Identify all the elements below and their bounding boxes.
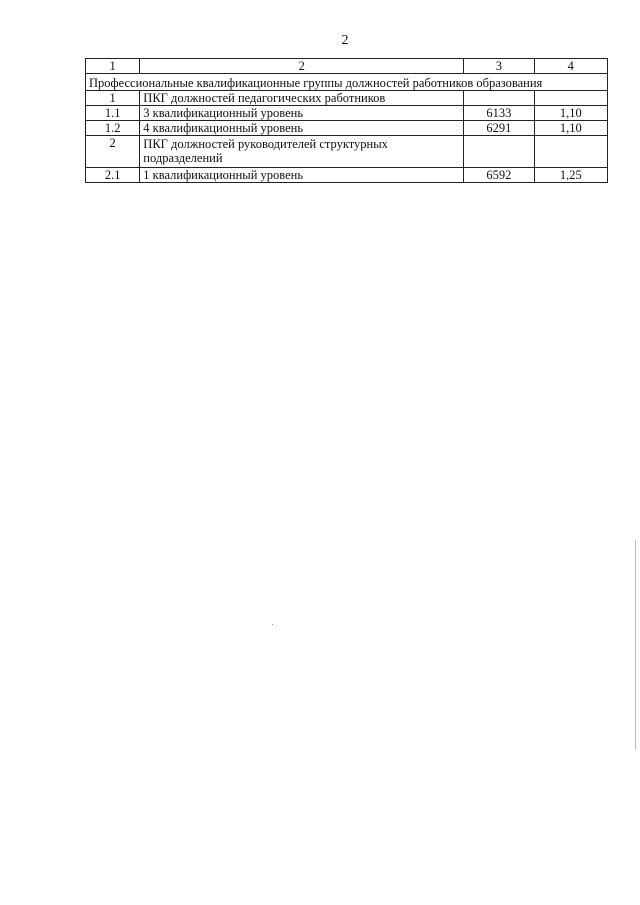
scan-edge-line	[635, 540, 636, 750]
header-cell-1: 1	[86, 59, 140, 74]
row-coef: 1,10	[534, 106, 607, 121]
row-number: 2.1	[86, 168, 140, 183]
page-number: 2	[341, 33, 349, 48]
row-coef	[534, 91, 607, 106]
table-row	[86, 106, 608, 121]
salary-table	[85, 58, 608, 183]
row-coef: 1,10	[534, 121, 607, 136]
header-cell-4: 4	[534, 59, 607, 74]
row-number: 1	[86, 91, 140, 106]
row-value: 6592	[464, 168, 534, 183]
section-row	[86, 74, 608, 91]
table-row	[86, 121, 608, 136]
table-row	[86, 136, 608, 168]
row-name: 1 квалификационный уровень	[140, 168, 464, 183]
row-value: 6291	[464, 121, 534, 136]
section-title: Профессиональные квалификационные группы должностей работников образования	[86, 74, 608, 91]
header-cell-3: 3	[464, 59, 534, 74]
scan-speck	[272, 624, 273, 625]
row-coef: 1,25	[534, 168, 607, 183]
row-coef	[534, 136, 607, 168]
table-row	[86, 168, 608, 183]
row-value: 6133	[464, 106, 534, 121]
row-number: 1.2	[86, 121, 140, 136]
row-number: 1.1	[86, 106, 140, 121]
row-value	[464, 136, 534, 168]
row-name: ПКГ должностей педагогических работников	[140, 91, 464, 106]
row-name: 3 квалификационный уровень	[140, 106, 464, 121]
row-value	[464, 91, 534, 106]
row-name: 4 квалификационный уровень	[140, 121, 464, 136]
header-cell-2: 2	[140, 59, 464, 74]
row-number: 2	[86, 136, 140, 168]
table-row	[86, 91, 608, 106]
table-header-row	[86, 59, 608, 74]
row-name: ПКГ должностей руководителей структурных подразделений	[140, 136, 464, 168]
